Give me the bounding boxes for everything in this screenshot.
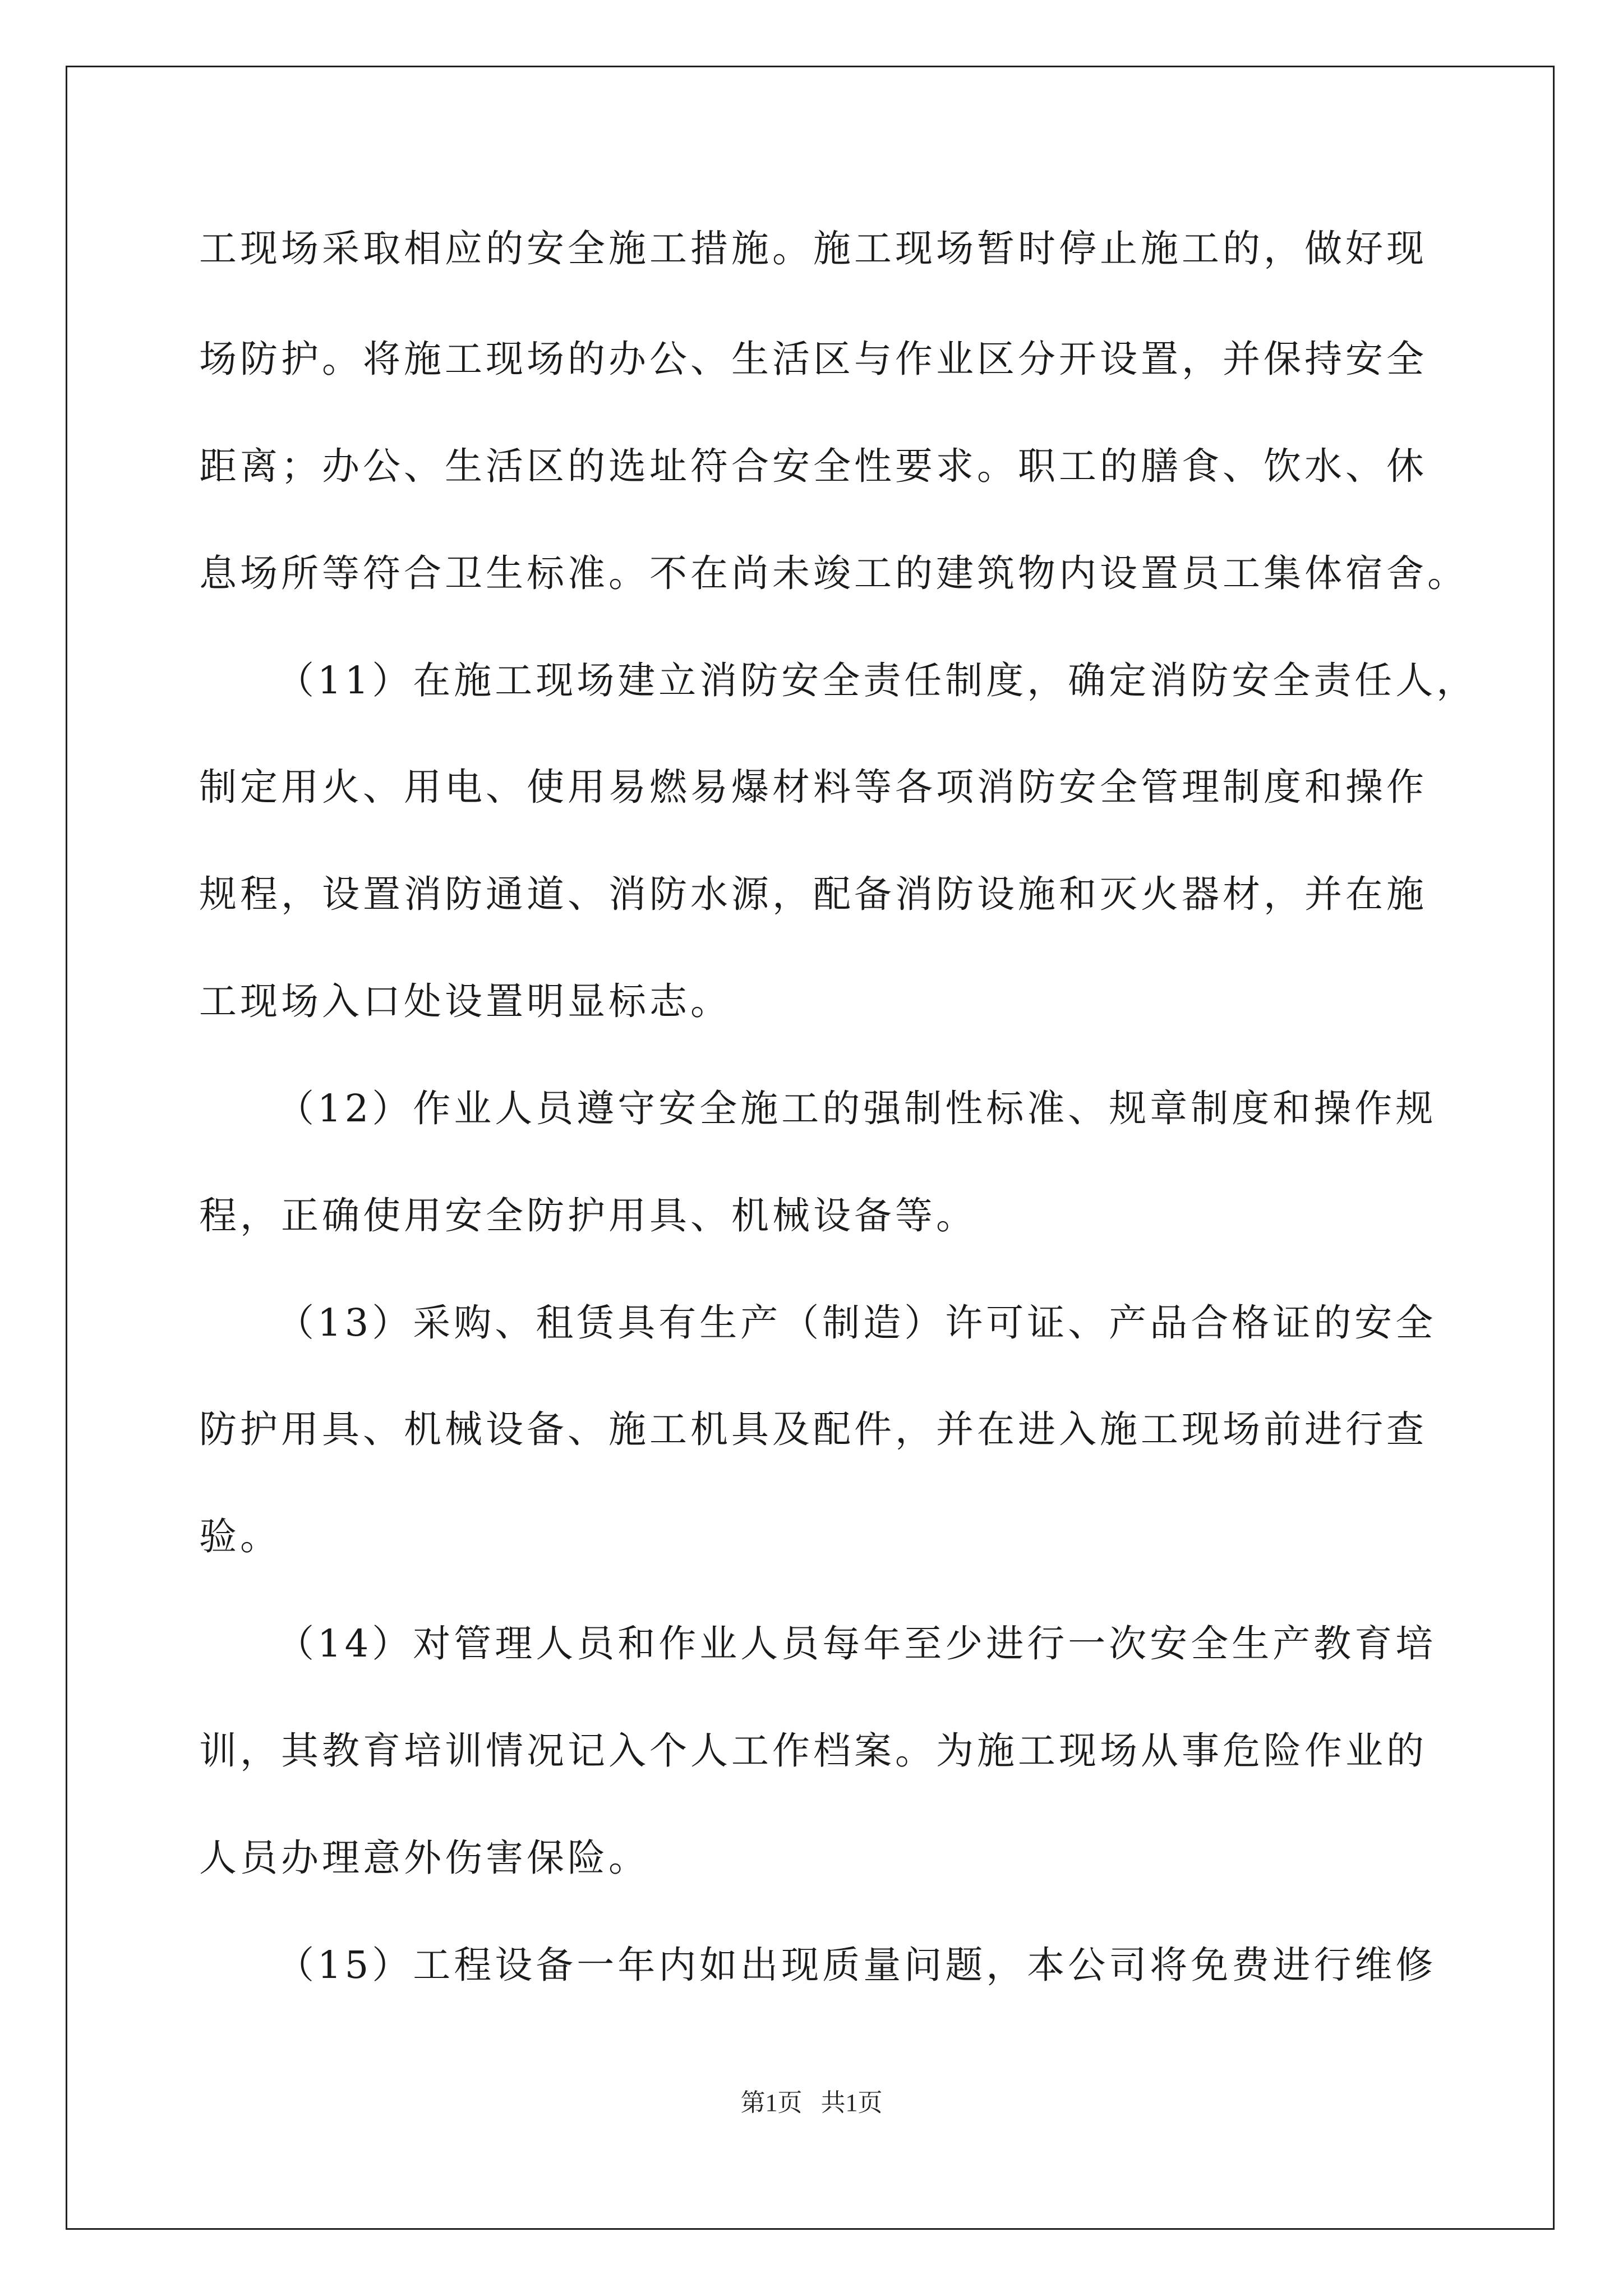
text-line: 人员办理意外伤害保险。 — [199, 1836, 649, 1880]
paragraph-13-first-line: （13）采购、租赁具有生产（制造）许可证、产品合格证的安全 — [276, 1301, 1437, 1345]
text-line: 验。 — [199, 1515, 281, 1558]
page-footer: 第1页 共1页 — [740, 2089, 883, 2116]
text-line: 防护用具、机械设备、施工机具及配件，并在进入施工现场前进行查 — [199, 1407, 1427, 1451]
paragraph-14-first-line: （14）对管理人员和作业人员每年至少进行一次安全生产教育培 — [276, 1622, 1437, 1665]
text-line: 制定用火、用电、使用易燃易爆材料等各项消防安全管理制度和操作 — [199, 765, 1427, 809]
text-line: 息场所等符合卫生标准。不在尚未竣工的建筑物内设置员工集体宿舍。 — [199, 551, 1468, 595]
text-line: 规程，设置消防通道、消防水源，配备消防设施和灭火器材，并在施 — [199, 872, 1427, 916]
page-border — [66, 66, 1555, 2230]
text-line: 距离；办公、生活区的选址符合安全性要求。职工的膳食、饮水、休 — [199, 444, 1427, 488]
paragraph-12-first-line: （12）作业人员遵守安全施工的强制性标准、规章制度和操作规 — [276, 1087, 1437, 1130]
text-line: 工现场入口处设置明显标志。 — [199, 979, 731, 1023]
paragraph-15-first-line: （15）工程设备一年内如出现质量问题，本公司将免费进行维修 — [276, 1943, 1437, 1987]
text-line: 训，其教育培训情况记入个人工作档案。为施工现场从事危险作业的 — [199, 1729, 1427, 1773]
text-line: 工现场采取相应的安全施工措施。施工现场暂时停止施工的，做好现 — [199, 227, 1427, 270]
paragraph-11-first-line: （11）在施工现场建立消防安全责任制度，确定消防安全责任人， — [276, 659, 1478, 702]
text-line: 程，正确使用安全防护用具、机械设备等。 — [199, 1194, 977, 1237]
text-line: 场防护。将施工现场的办公、生活区与作业区分开设置，并保持安全 — [199, 337, 1427, 381]
